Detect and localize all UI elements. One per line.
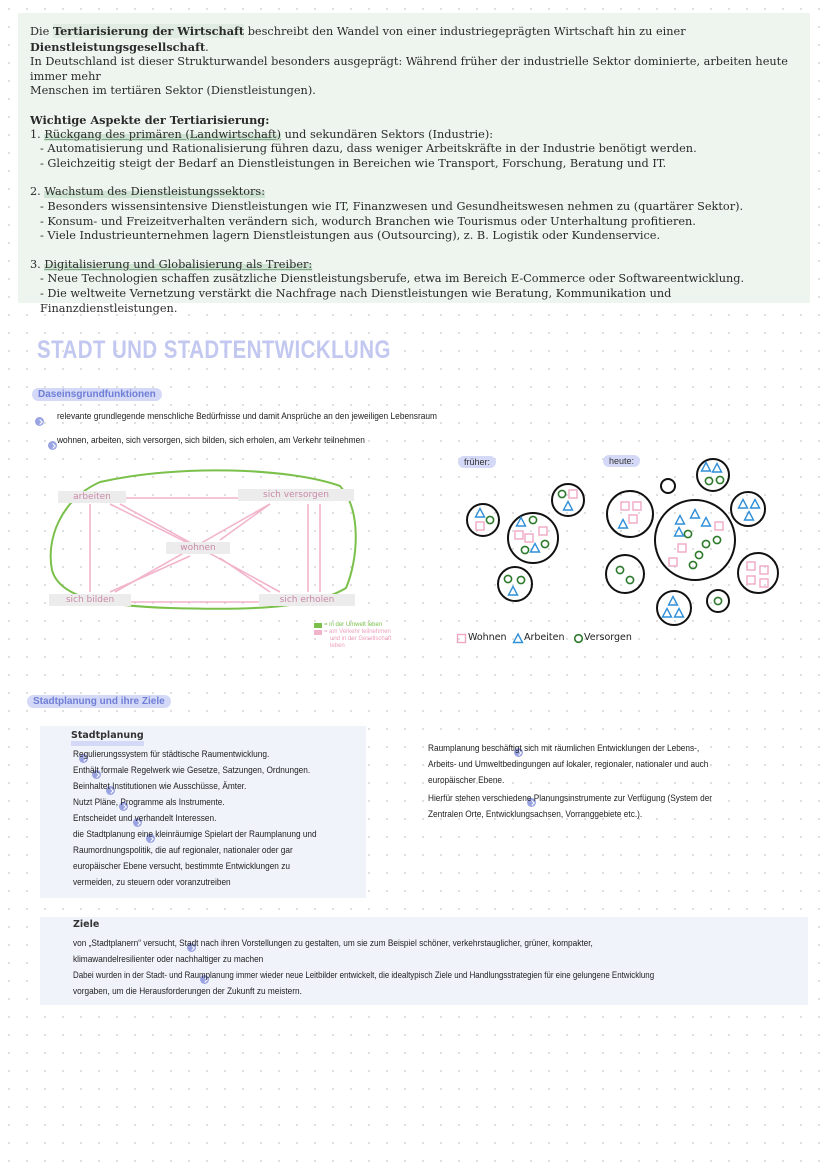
highlight-term: Wachstum des Dienstleistungssektors:	[44, 185, 266, 199]
ziele-line: Dabei wurden in der Stadt- und Raumplanung immer wieder neue Leitbilder entwickelt, die idealtypisch Ziele und Handlungsstrategien für eine gelungene Entwicklung	[73, 970, 655, 980]
planung-item-line: europäischer Ebene versucht, bestimmte Entwicklungen zu	[73, 861, 290, 871]
aspect-line: - Besonders wissensintensive Dienstleistungen wie IT, Finanzwesen und Gesundheitswesen nehmen zu (quartärer Sektor).	[40, 199, 744, 213]
section-title: STADT UND STADTENTWICKLUNG	[37, 336, 391, 364]
ziele-line: von „Stadtplanern“ versucht, Stadt nach ihren Vorstellungen zu gestalten, um sie zum Beispiel schöner, verkehrstauglicher, grüner, kompakter,	[73, 938, 593, 948]
intro-paragraph	[30, 24, 796, 55]
node-erholen: sich erholen	[259, 594, 355, 606]
arbeiten-legend-icon	[512, 633, 524, 645]
intro-line: Menschen im tertiären Sektor (Dienstleistungen).	[30, 84, 316, 98]
raumplanung-line: europäischer Ebene.	[428, 775, 505, 785]
intro-box	[18, 13, 810, 315]
aspect-line: - Die weltweite Vernetzung verstärkt die Nachfrage nach Dienstleistungen wie Beratung, Kommunikation und Finanzdienstleistungen.	[40, 286, 672, 315]
legend-pink-text: und in der Gesellschaft	[330, 636, 392, 642]
node-versorgen: sich versorgen	[238, 489, 354, 501]
legend-green-swatch	[314, 623, 322, 628]
node-wohnen: wohnen	[166, 542, 230, 554]
text: 3.	[30, 257, 45, 271]
legend-versorgen: Versorgen	[584, 632, 632, 643]
planung-item-line: die Stadtplanung eine kleinräumige Spielart der Raumplanung und	[73, 829, 317, 839]
heute-label: heute:	[603, 455, 640, 467]
intro-line: In Deutschland ist dieser Strukturwandel besonders ausgeprägt: Während früher der industrielle Sektor dominierte, arbeiten heute immer mehr	[30, 55, 788, 83]
highlight-term: Rückgang des primären (Landwirtschaft)	[44, 127, 281, 141]
aspects-heading: Wichtige Aspekte der Tertiarisierung:	[30, 112, 270, 127]
aspect-line: - Viele Industrieunternehmen lagern Dienstleistungen aus (Outsourcing), z. B. Logistik oder Kundenservice.	[40, 229, 661, 243]
aspect-1-title	[30, 128, 796, 143]
planung-item: Beinhaltet Institutionen wie Ausschüsse, Ämter.	[73, 781, 247, 791]
text: Die	[30, 25, 53, 38]
legend-wohnen: Wohnen	[468, 632, 507, 643]
daseins-label: Daseinsgrundfunktionen	[32, 388, 162, 401]
text: 1.	[30, 127, 45, 141]
planung-item: Regulierungssystem für städtische Raumentwicklung.	[73, 749, 270, 759]
legend-pink-swatch	[314, 630, 322, 635]
aspect-line: - Gleichzeitig steigt der Bedarf an Dienstleistungen in Bereichen wie Transport, Forschung, Beratung und IT.	[40, 156, 667, 170]
highlight-term: Digitalisierung und Globalisierung als Treiber:	[44, 257, 313, 271]
aspect-line: - Automatisierung und Rationalisierung führen dazu, dass weniger Arbeitskräfte in der Industrie benötigt werden.	[40, 142, 697, 156]
city-structure-diagram	[455, 458, 810, 628]
planung-item-line: vermeiden, zu steuern oder voranzutreiben	[73, 877, 231, 887]
planung-item: Nutzt Pläne, Programme als Instrumente.	[73, 797, 225, 807]
bullet-text: relevante grundlegende menschliche Bedürfnisse und damit Ansprüche an den jeweiligen Lebensraum	[57, 411, 438, 421]
wohnen-legend-icon	[456, 633, 468, 645]
text: und sekundären Sektors (Industrie):	[280, 127, 494, 141]
legend-arbeiten: Arbeiten	[524, 632, 565, 643]
bold-term: Dienstleistungsgesellschaft	[30, 39, 206, 54]
frueher-label: früher:	[458, 456, 496, 468]
bullet-text: wohnen, arbeiten, sich versorgen, sich bilden, sich erholen, am Verkehr teilnehmen	[57, 435, 365, 445]
stadtplanung-title: Stadtplanung	[71, 731, 144, 746]
planung-item: Entscheidet und verhandelt Interessen.	[73, 813, 217, 823]
ziele-line: klimawandelresilienter oder nachhaltiger zu machen	[73, 954, 264, 964]
node-arbeiten: arbeiten	[58, 491, 126, 503]
highlight-term: Tertiarisierung der Wirtschaft	[52, 24, 245, 38]
planung-item-line: Raumordnungspolitik, die auf regionaler, nationaler oder gar	[73, 845, 293, 855]
legend-pink-text: = am Verkehr teilnehmen	[324, 629, 391, 635]
aspect-3-title	[30, 258, 796, 273]
planung-item: Enthält formale Regelwerk wie Gesetze, Satzungen, Ordnungen.	[73, 765, 311, 775]
ziele-title: Ziele	[73, 919, 100, 930]
text: beschreibt den Wandel von einer industriegeprägten Wirtschaft hin zu einer	[244, 25, 686, 38]
legend-pink-text: leben	[330, 643, 345, 649]
instrumente-line: Hierfür stehen verschiedene Planungsinstrumente zur Verfügung (System der	[428, 793, 713, 803]
text: .	[205, 40, 209, 54]
text: 2.	[30, 185, 45, 199]
raumplanung-line: Raumplanung beschäftigt sich mit räumlichen Entwicklungen der Lebens-,	[428, 743, 700, 753]
ziele-line: vorgaben, um die Herausforderungen der Zukunft zu meistern.	[73, 986, 302, 996]
raumplanung-line: Arbeits- und Umweltbedingungen auf lokaler, regionaler, nationaler und auch	[428, 759, 709, 769]
aspect-2-title	[30, 185, 796, 200]
bullet-icon	[35, 417, 44, 426]
instrumente-line: Zentralen Orte, Entwicklungsachsen, Vorranggebiete etc.).	[428, 809, 643, 819]
legend-green-text: = in der Umwelt leben	[324, 622, 383, 628]
aspect-line: - Neue Technologien schaffen zusätzliche Dienstleistungsberufe, etwa im Bereich E-Commerce oder Softwareentwicklung.	[40, 272, 745, 286]
aspect-line: - Konsum- und Freizeitverhalten verändern sich, wodurch Branchen wie Tourismus oder Unterhaltung profitieren.	[40, 214, 696, 228]
node-bilden: sich bilden	[49, 594, 131, 606]
planung-heading: Stadtplanung und ihre Ziele	[27, 695, 171, 708]
